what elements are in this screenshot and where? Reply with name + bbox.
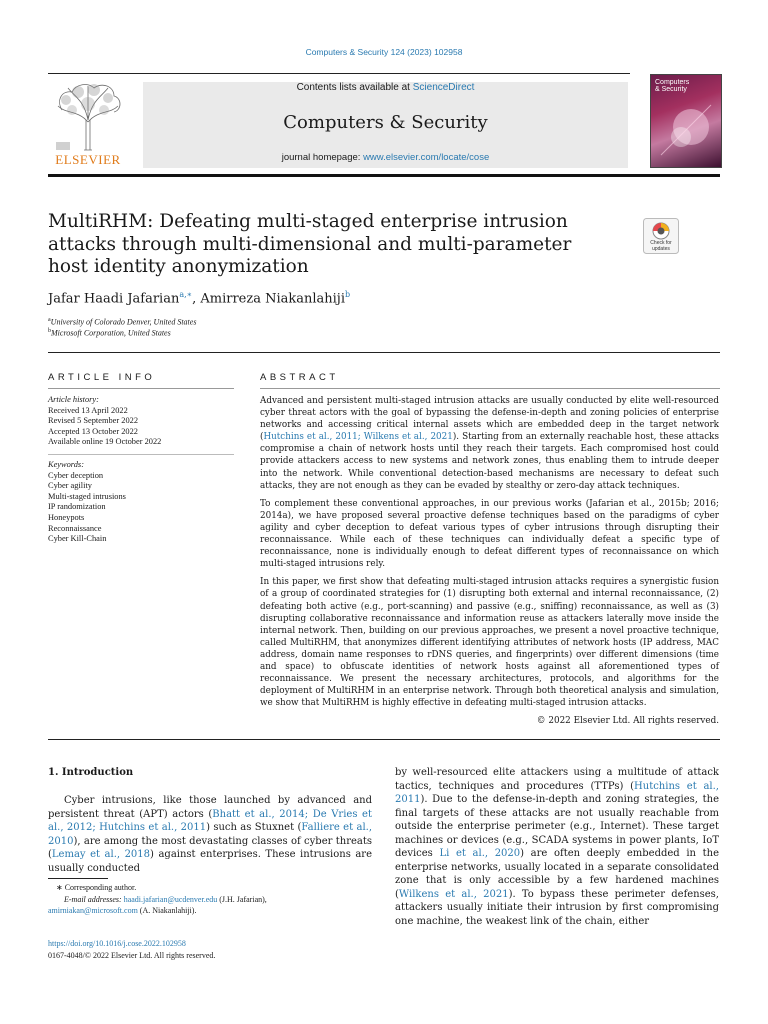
journal-title: Computers & Security: [283, 112, 488, 133]
history-label: Article history:: [48, 395, 99, 404]
doi-link[interactable]: https://doi.org/10.1016/j.cose.2022.102958: [48, 939, 186, 948]
author-2: Amirreza Niakanlahiji: [200, 291, 345, 307]
intro-paragraph-1: [48, 794, 372, 875]
affiliation-a-mark: a: [48, 317, 51, 323]
author-list: [48, 290, 350, 306]
intro-right-text-d: ). To bypass these perimeter defenses, attackers usually initiate their intrusion by first compromising one machine, the weakest link of the chain, either: [395, 888, 719, 927]
header-bottom-rule: [48, 174, 720, 177]
intro-left-text-a: Cyber intrusions, like those launched by advanced and persistent threat (APT) actors (: [48, 795, 372, 820]
abstract-citation-link[interactable]: Hutchins et al., 2011; Wilkens et al., 2021: [263, 432, 453, 443]
issn-line: 0167-4048/© 2022 Elsevier Ltd. All rights reserved.: [48, 950, 216, 960]
check-updates-line1: Check for: [650, 240, 672, 246]
abstract-paragraph-3: In this paper, we first show that defeating multi-staged intrusion attacks requires a synergistic fusion of a group of coordinated strategies for (1) disrupting both external and internal reconnaissance, (2) defeating both active (e.g., port-scanning) and passive (e.g., sniffing) reconnaissance, as well as (3) disrupting collaborative reconnaissance and information reuse as attackers laterally move inside the internal network. Then, building on our previous approaches, we present a novel proactive technique, called MultiRHM, that anonymizes different identifying attributes of network hosts (IP address, MAC address, domain name responses to rDNS queries, and fingerprints) over different dimensions (time and space) to obfuscate identities of network hosts against all aforementioned types of reconnaissance. We present the necessary architectures, protocols, and algorithms for the deployment of MultiRHM in an enterprise network. Through both theoretical analysis and simulation, we show that MultiRHM is highly effective in defeating multi-staged intrusion attacks.: [260, 577, 719, 709]
email-line-2: [48, 905, 196, 917]
contents-prefix: Contents lists available at: [296, 82, 413, 93]
intro-left-column: [48, 794, 372, 875]
citation-link-lemay[interactable]: Lemay et al., 2018: [51, 849, 151, 860]
history-received: Received 13 April 2022: [48, 405, 128, 415]
journal-cover-image[interactable]: [650, 74, 722, 168]
author-separator: ,: [192, 291, 201, 307]
abstract-paragraph-2: To complement these conventional approaches, in our previous works (Jafarian et al., 2015b; 2016; 2014a), we have proposed several proactive defense techniques based on the paradigms of cyber agility and cyber deception to defeat various types of cyber intrusions through disrupting their reconnaissance. While each of these techniques can individually defeat a specific type of reconnaissance, none is individually enough to defeat different types of reconnaissance on which multi-staged intrusions rely.: [260, 498, 719, 570]
abstract-body: [260, 395, 719, 727]
email-line: [64, 894, 267, 906]
citation-link-li[interactable]: Li et al., 2020: [439, 848, 521, 859]
citation-link-wilkens[interactable]: Wilkens et al., 2021: [398, 888, 509, 900]
keyword: Cyber agility: [48, 481, 92, 491]
doi-block: [48, 938, 215, 961]
affiliation-a-text: University of Colorado Denver, United States: [50, 317, 197, 327]
publisher-name: ELSEVIER: [55, 152, 121, 167]
check-for-updates-badge[interactable]: [643, 218, 679, 254]
corresponding-author-note: ∗ Corresponding author.: [56, 883, 137, 892]
title-bottom-rule: [48, 352, 720, 353]
keyword: IP randomization: [48, 502, 106, 512]
footnote-rule: [48, 878, 108, 879]
email-1-owner: (J.H. Jafarian),: [217, 895, 267, 904]
contents-line: [143, 82, 628, 93]
citation-link-bhatt[interactable]: Bhatt et al., 2014; De Vries et al., 2012; Hutchins et al., 2011: [48, 808, 372, 833]
sciencedirect-link[interactable]: ScienceDirect: [412, 82, 475, 93]
abstract-p1-text-a: Advanced and persistent multi-staged intrusion attacks are usually conducted by elite well-resourced cyber threat actors with the goal of bypassing the defense-in-depth and zoning policies of enterprise networks and accessing critical internal assets which are embedded deep in the target network (: [260, 396, 719, 443]
email-link-1[interactable]: haadi.jafarian@ucdenver.edu: [123, 895, 218, 904]
check-updates-line2: updates: [652, 245, 670, 252]
keyword: Reconnaissance: [48, 523, 102, 533]
homepage-link[interactable]: www.elsevier.com/locate/cose: [363, 152, 490, 163]
author-2-affiliation-mark[interactable]: b: [345, 290, 351, 299]
keywords-rule: [48, 454, 234, 455]
abstract-paragraph-1: [260, 395, 719, 492]
introduction-heading: 1. Introduction: [48, 767, 134, 778]
abstract-p1-text-b: ). Starting from an externally reachable host, these attacks compromise a chain of network hosts until they reach their targets. Each compromised host could provide attackers access to new systems and network zones, thus enabling them to intrude deeper into the network. While conventional detection-based mechanisms are necessary to defeat such attacks, they are not enough as they can be evaded by stealthy or zero-day attack techniques.: [260, 432, 719, 491]
email-label: E-mail addresses:: [64, 895, 124, 904]
affiliation-b: [48, 328, 171, 338]
homepage-prefix: journal homepage:: [281, 152, 364, 163]
abstract-bottom-rule: [48, 739, 720, 740]
copyright-line: © 2022 Elsevier Ltd. All rights reserved.: [536, 716, 719, 727]
abstract-heading: ABSTRACT: [260, 372, 339, 383]
cover-title-line1: Computers: [655, 79, 690, 86]
article-info-heading: ARTICLE INFO: [48, 372, 156, 383]
affiliation-b-text: Microsoft Corporation, United States: [51, 328, 171, 338]
article-info-rule: [48, 388, 234, 389]
email-2-owner: (A. Niakanlahiji).: [137, 906, 197, 915]
history-accepted: Accepted 13 October 2022: [48, 426, 138, 436]
journal-homepage: [143, 152, 628, 163]
intro-left-text-d: ) against enterprises. These intrusions are usually conducted: [48, 849, 373, 874]
header-top-rule: [48, 73, 630, 74]
affiliation-a: [48, 317, 196, 327]
keyword: Cyber deception: [48, 470, 104, 480]
keyword: Multi-staged intrusions: [48, 491, 126, 501]
intro-right-text-c: ) are often deeply embedded in the enterprise networks, usually located in a separate consolidated zone that is only accessible by a few hardened machines (: [395, 848, 720, 900]
intro-right-column: [395, 766, 719, 928]
cover-title-line2: & Security: [655, 86, 687, 93]
article-history: [48, 395, 228, 448]
keyword: Honeypots: [48, 512, 85, 522]
citation-link-falliere[interactable]: Falliere et al., 2010: [48, 822, 372, 847]
intro-left-text-c: ), are among the most devastating classes of cyber threats (: [48, 835, 372, 860]
keywords-list: [48, 460, 228, 545]
abstract-rule: [260, 388, 720, 389]
history-revised: Revised 5 September 2022: [48, 416, 139, 426]
email-link-2[interactable]: amirniakan@microsoft.com: [48, 906, 138, 915]
affiliation-b-mark: b: [48, 328, 51, 334]
intro-left-text-b: ) such as Stuxnet (: [206, 822, 302, 833]
citation-link-hutchins[interactable]: Hutchins et al., 2011: [395, 780, 719, 805]
intro-right-text-a: by well-resourced elite attackers using a multitude of attack tactics, techniques and procedures (TTPs) (: [395, 767, 719, 792]
author-1-affiliation-mark[interactable]: a,∗: [179, 290, 193, 299]
intro-paragraph-1-cont: [395, 766, 719, 928]
author-1: Jafar Haadi Jafarian: [48, 291, 180, 307]
history-online: Available online 19 October 2022: [48, 437, 162, 447]
keyword: Cyber Kill-Chain: [48, 534, 107, 544]
journal-citation[interactable]: Computers & Security 124 (2023) 102958: [305, 47, 463, 57]
intro-right-text-b: ). Due to the defense-in-depth and zoning strategies, the final targets of these attacks are not usually reachable from outside the enterprise perimeter (e.g., Internet). These target machines or devices (e.g., SCADA systems in power plants, IoT devices: [395, 794, 719, 859]
article-title: MultiRHM: Defeating multi-staged enterprise intrusion attacks through multi-dimensional and multi-parameter host identity anonymization: [48, 211, 572, 277]
keywords-label: Keywords:: [48, 460, 84, 469]
